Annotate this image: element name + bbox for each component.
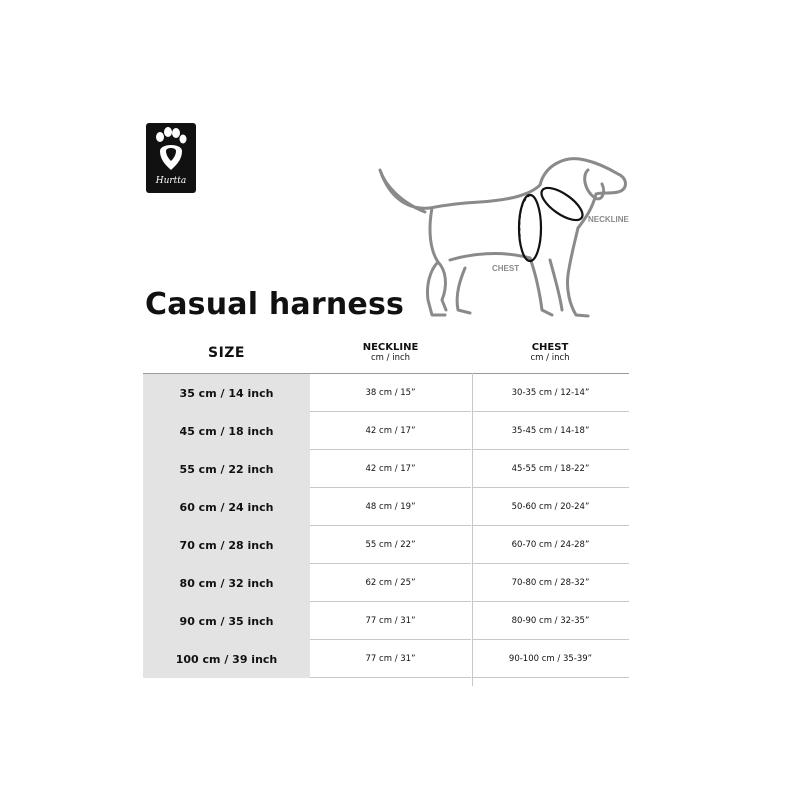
size-cell: 35 cm / 14 inch bbox=[143, 374, 310, 412]
chest-cell: 35-45 cm / 14-18” bbox=[472, 412, 629, 450]
table-row bbox=[143, 526, 629, 564]
size-cell: 100 cm / 39 inch bbox=[143, 640, 310, 678]
chest-cell: 90-100 cm / 35-39” bbox=[472, 640, 629, 678]
svg-text:Hurtta: Hurtta bbox=[155, 176, 187, 186]
page-title: Casual harness bbox=[145, 287, 405, 322]
header-neckline-unit: cm / inch bbox=[370, 353, 411, 363]
neckline-cell: 48 cm / 19” bbox=[310, 488, 471, 526]
column-divider bbox=[472, 373, 473, 686]
table-row bbox=[143, 450, 629, 488]
neckline-cell: 38 cm / 15” bbox=[310, 374, 471, 412]
table-header bbox=[143, 336, 629, 374]
header-chest-label: CHEST bbox=[531, 342, 569, 353]
neckline-cell: 77 cm / 31” bbox=[310, 602, 471, 640]
neckline-cell: 77 cm / 31” bbox=[310, 640, 471, 678]
table-row bbox=[143, 412, 629, 450]
hurtta-logo bbox=[146, 123, 196, 193]
chest-label: CHEST bbox=[492, 264, 520, 273]
paw-print-icon bbox=[146, 123, 196, 193]
table-row bbox=[143, 602, 629, 640]
chest-cell: 45-55 cm / 18-22” bbox=[472, 450, 629, 488]
size-cell: 80 cm / 32 inch bbox=[143, 564, 310, 602]
size-cell: 45 cm / 18 inch bbox=[143, 412, 310, 450]
neckline-cell: 42 cm / 17” bbox=[310, 450, 471, 488]
chest-cell: 60-70 cm / 24-28” bbox=[472, 526, 629, 564]
size-cell: 90 cm / 35 inch bbox=[143, 602, 310, 640]
header-chest bbox=[471, 342, 629, 364]
neckline-cell: 42 cm / 17” bbox=[310, 412, 471, 450]
chest-cell: 80-90 cm / 32-35” bbox=[472, 602, 629, 640]
neckline-cell: 55 cm / 22” bbox=[310, 526, 471, 564]
chest-cell: 50-60 cm / 20-24” bbox=[472, 488, 629, 526]
size-table bbox=[143, 336, 629, 678]
table-row bbox=[143, 640, 629, 678]
size-cell: 70 cm / 28 inch bbox=[143, 526, 310, 564]
table-row bbox=[143, 488, 629, 526]
neckline-label: NECKLINE bbox=[588, 215, 629, 224]
header-neckline-label: NECKLINE bbox=[362, 342, 419, 353]
size-cell: 55 cm / 22 inch bbox=[143, 450, 310, 488]
header-neckline bbox=[310, 342, 471, 364]
chest-cell: 70-80 cm / 28-32” bbox=[472, 564, 629, 602]
header-chest-unit: cm / inch bbox=[530, 353, 570, 363]
header-size: SIZE bbox=[207, 345, 245, 361]
table-row bbox=[143, 374, 629, 412]
neckline-cell: 62 cm / 25” bbox=[310, 564, 471, 602]
chest-cell: 30-35 cm / 12-14” bbox=[472, 374, 629, 412]
dog-measurement-diagram bbox=[370, 150, 640, 325]
table-row bbox=[143, 564, 629, 602]
size-cell: 60 cm / 24 inch bbox=[143, 488, 310, 526]
